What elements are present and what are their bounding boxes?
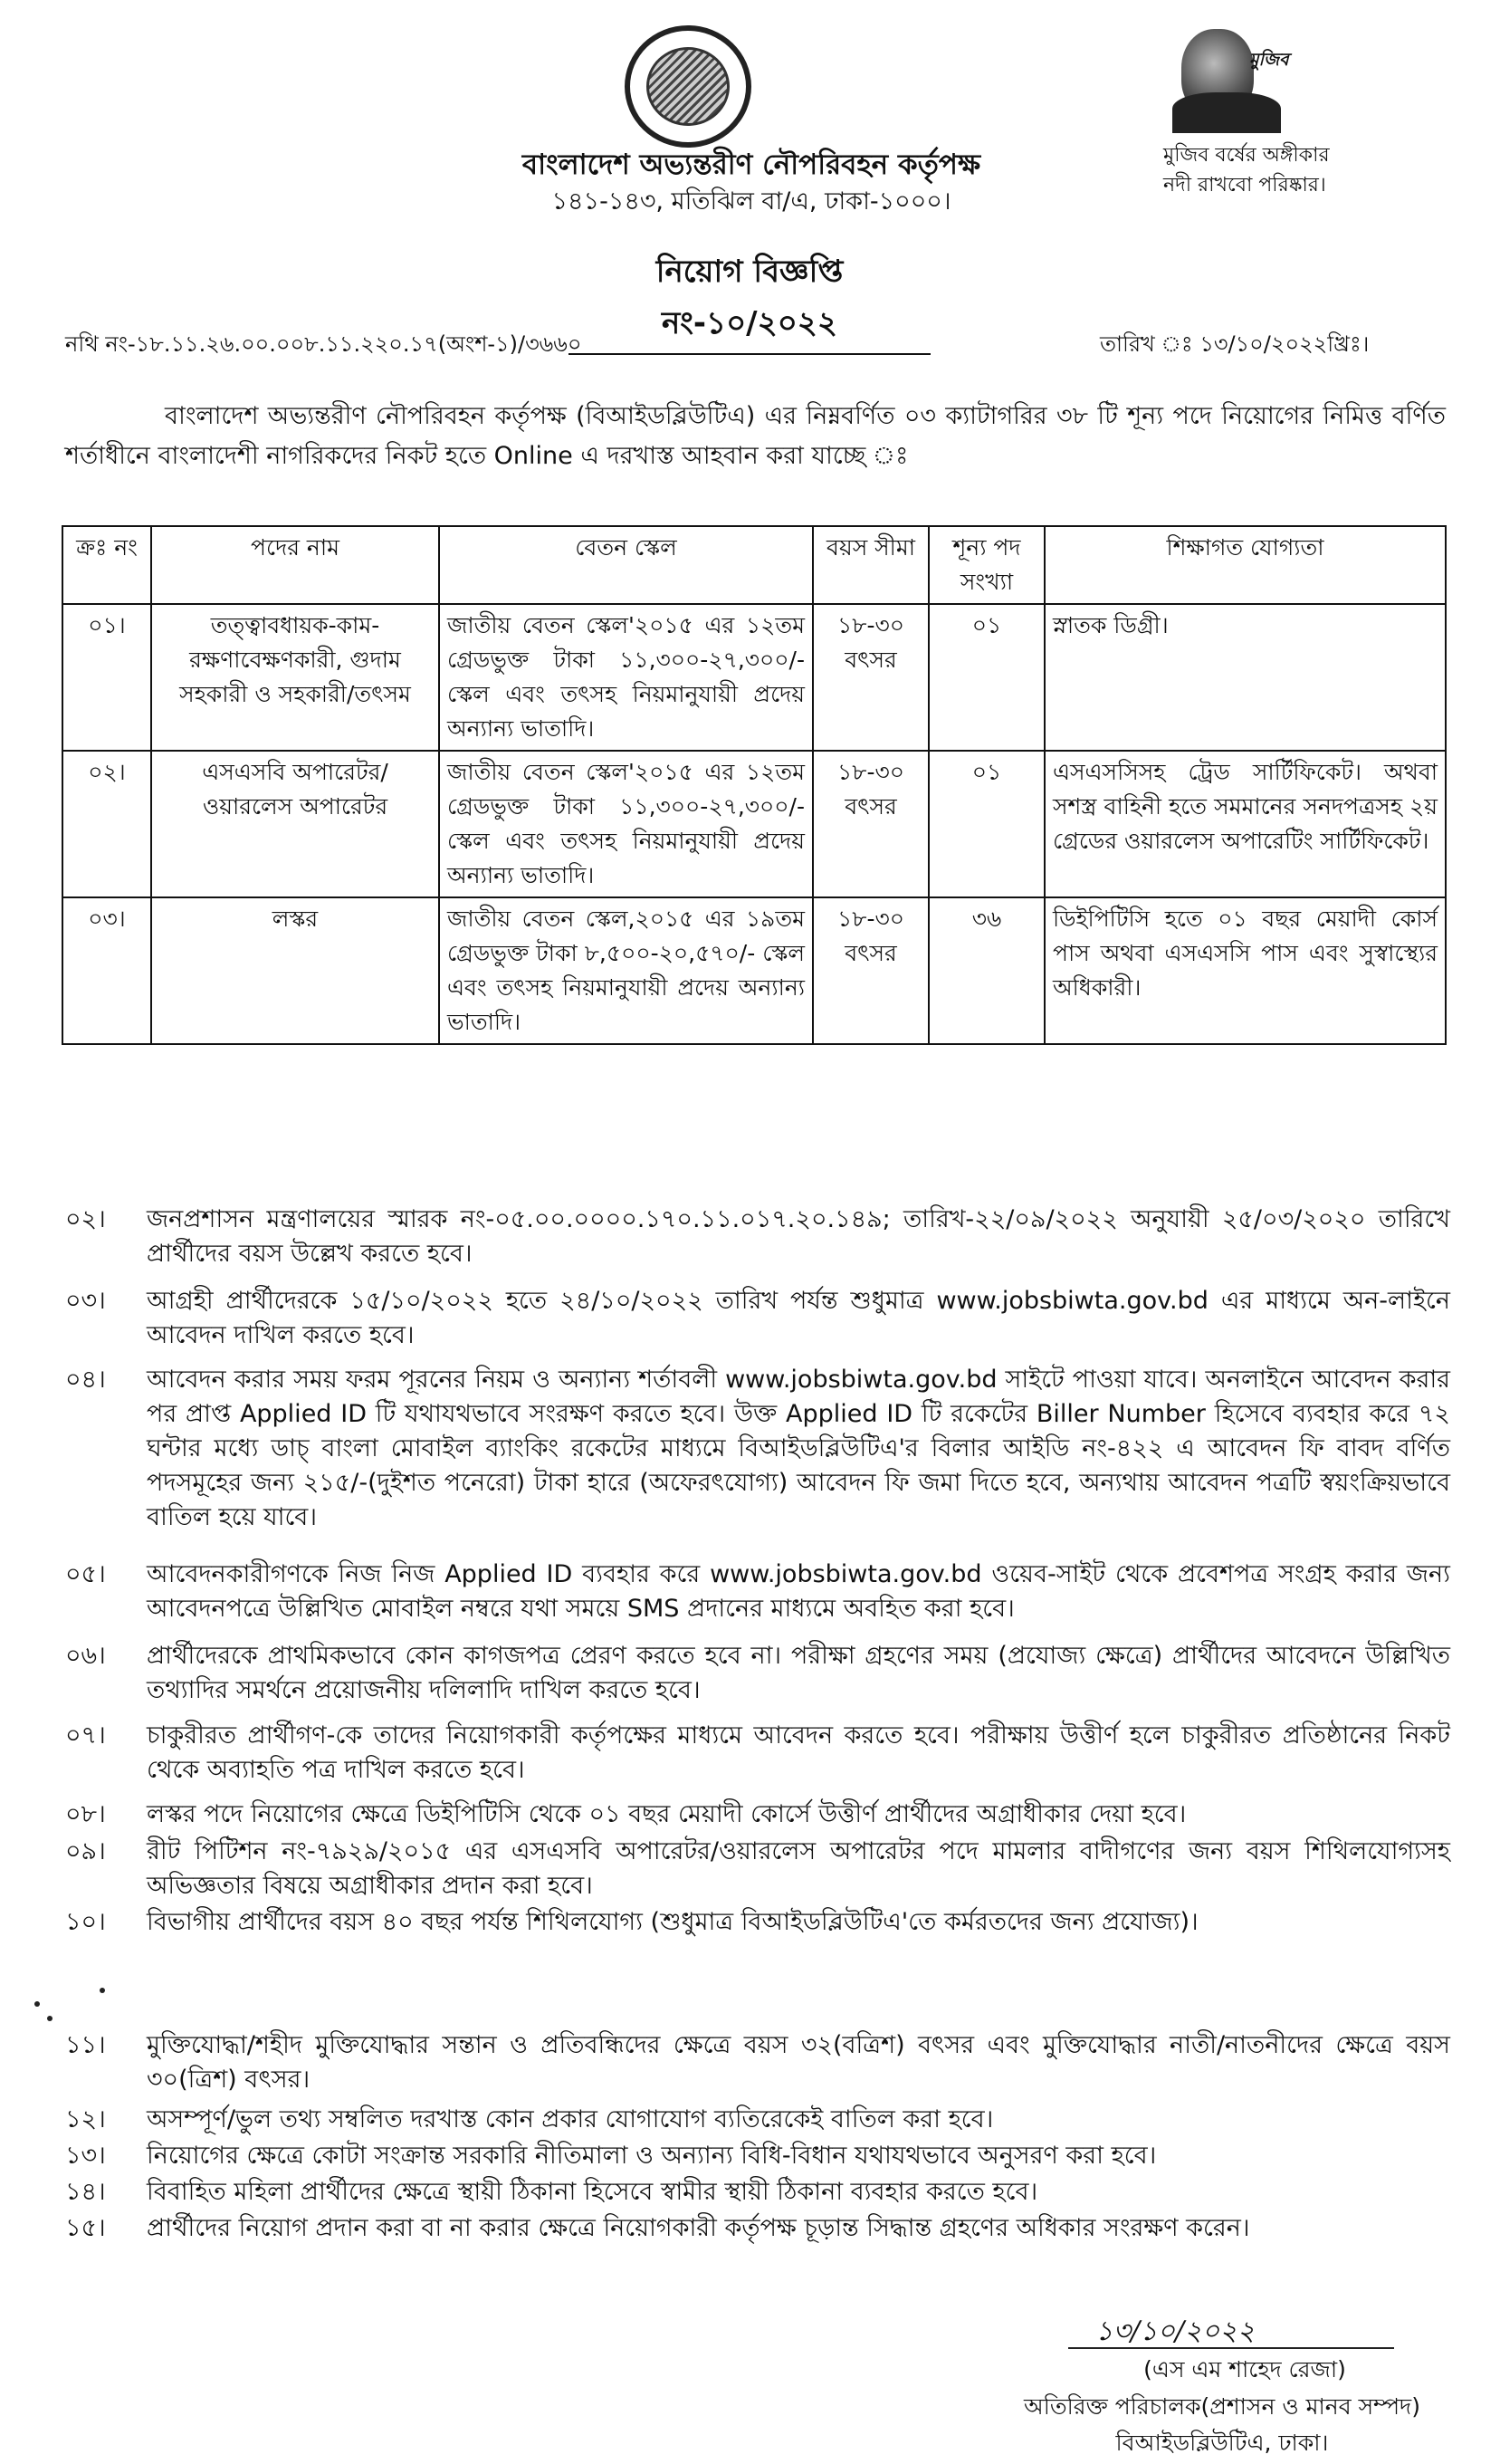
vacancy-table xyxy=(62,525,1447,1045)
condition-text: অসম্পূর্ণ/ভুল তথ্য সম্বলিত দরখাস্ত কোন প্রকার যোগাযোগ ব্যতিরেকেই বাতিল করা হবে। xyxy=(147,2105,994,2133)
row-age-limit: ১৮-৩০ বৎসর xyxy=(813,604,929,751)
organization-address: ১৪১-১৪৩, মতিঝিল বা/এ, ঢাকা-১০০০। xyxy=(551,187,951,216)
scan-speck xyxy=(100,1988,105,1993)
condition-number: ১৫। xyxy=(65,2214,106,2242)
header-post-name: পদের নাম xyxy=(151,526,439,604)
condition-text: মুক্তিযোদ্ধা/শহীদ মুক্তিযোদ্ধার সন্তান ও প্রতিবন্ধিদের ক্ষেত্রে বয়স ৩২(বত্রিশ) বৎসর এবং মুক্তিযোদ্ধার নাতী/নাতনীদের ক্ষেত্রে বয়স ৩০(ত্রিশ) বৎসর। xyxy=(147,2031,1450,2094)
row-post-name: তত্ত্বাবধায়ক-কাম-রক্ষণাবেক্ষণকারী, গুদাম সহকারী ও সহকারী/তৎসম xyxy=(151,604,439,751)
table-header-row xyxy=(62,526,1446,604)
condition-item xyxy=(65,2103,1450,2137)
row-vacancy: ০১ xyxy=(929,751,1045,897)
row-serial: ০২। xyxy=(62,751,151,897)
condition-number: ১২। xyxy=(65,2105,106,2133)
condition-text: চাকুরীরত প্রার্থীগণ-কে তাদের নিয়োগকারী কর্তৃপক্ষের মাধ্যমে আবেদন করতে হবে। পরীক্ষায় উত্তীর্ণ হলে চাকুরীরত প্রতিষ্ঠানের নিকট থেকে অব্যাহতি পত্র দাখিল করতে হবে। xyxy=(147,1721,1450,1784)
condition-number: ০৬। xyxy=(65,1642,106,1670)
condition-item xyxy=(65,1798,1450,1832)
condition-number: ১৩। xyxy=(65,2142,106,2170)
condition-item xyxy=(65,1905,1450,1940)
mujib-portrait-logo xyxy=(1172,20,1317,133)
motto-line-1: মুজিব বর্ষের অঙ্গীকার xyxy=(1163,144,1330,167)
mujib-signature-mark: মুজিব xyxy=(1249,50,1289,70)
condition-item xyxy=(65,2175,1450,2210)
condition-number: ০৮। xyxy=(65,1800,106,1828)
row-age-limit: ১৮-৩০ বৎসর xyxy=(813,751,929,897)
handwritten-signature: ১৩/১০/২০২২ xyxy=(1095,2315,1256,2347)
row-post-name: লস্কর xyxy=(151,897,439,1044)
condition-number: ০২। xyxy=(65,1205,106,1233)
condition-text: আগ্রহী প্রার্থীদেরকে ১৫/১০/২০২২ হতে ২৪/১০/২০২২ তারিখ পর্যন্ত শুধুমাত্র www.jobsbiwta.gov.bd এর মাধ্যমে অন-লাইনে আবেদন দাখিল করতে হবে। xyxy=(147,1287,1450,1349)
condition-number: ০৭। xyxy=(65,1721,106,1750)
signatory-office: বিআইডব্লিউটিএ, ঢাকা। xyxy=(1115,2430,1329,2456)
condition-number: ০৪। xyxy=(65,1366,106,1394)
condition-number: ০৯। xyxy=(65,1837,106,1865)
condition-text: প্রার্থীদের নিয়োগ প্রদান করা বা না করার ক্ষেত্রে নিয়োগকারী কর্তৃপক্ষ চূড়ান্ত সিদ্ধান্ত গ্রহণের অধিকার সংরক্ষণ করেন। xyxy=(147,2214,1250,2242)
scan-speck xyxy=(34,2001,40,2007)
condition-number: ১৪। xyxy=(65,2178,106,2206)
table-row xyxy=(62,751,1446,897)
ship-emblem-icon xyxy=(646,47,730,126)
condition-number: ০৩। xyxy=(65,1287,106,1315)
condition-item xyxy=(65,1835,1450,1903)
condition-text: জনপ্রশাসন মন্ত্রণালয়ের স্মারক নং-০৫.০০.০০০০.১৭০.১১.০১৭.২০.১৪৯; তারিখ-২২/০৯/২০২২ অনুযায়ী ২৫/০৩/২০২০ তারিখে প্রার্থীদের বয়স উল্লেখ করতে হবে। xyxy=(147,1205,1450,1268)
mujib-year-motto xyxy=(1163,140,1381,200)
intro-paragraph: বাংলাদেশ অভ্যন্তরীণ নৌপরিবহন কর্তৃপক্ষ (বিআইডব্লিউটিএ) এর নিম্নবর্ণিত ০৩ ক্যাটাগরির ৩৮ টি শূন্য পদে নিয়োগের নিমিত্ত বর্ণিত শর্তাধীনে বাংলাদেশী নাগরিকদের নিকট হতে Online এ দরখাস্ত আহবান করা যাচ্ছে ঃ xyxy=(65,402,1446,470)
row-vacancy: ০১ xyxy=(929,604,1045,751)
condition-text: রীট পিটিশন নং-৭৯২৯/২০১৫ এর এসএসবি অপারেটর/ওয়ারলেস অপারেটর পদে মামলার বাদীগণের জন্য বয়স শিথিলযোগ্যসহ অভিজ্ঞতার বিষয়ে অগ্রাধীকার প্রদান করা হবে। xyxy=(147,1837,1450,1900)
organization-name: বাংলাদেশ অভ্যন্তরীণ নৌপরিবহন কর্তৃপক্ষ xyxy=(521,149,981,181)
row-pay-scale: জাতীয় বেতন স্কেল,২০১৫ এর ১৯তম গ্রেডভুক্ত টাকা ৮,৫০০-২০,৫৭০/- স্কেল এবং তৎসহ নিয়মানুযায়ী প্রদেয় অন্যান্য ভাতাদি। xyxy=(439,897,813,1044)
notice-date: তারিখ ঃ ১৩/১০/২০২২খ্রিঃ। xyxy=(1100,331,1370,357)
condition-item xyxy=(65,2028,1450,2097)
condition-number: ১১। xyxy=(65,2031,106,2059)
row-pay-scale: জাতীয় বেতন স্কেল'২০১৫ এর ১২তম গ্রেডভুক্ত টাকা ১১,৩০০-২৭,৩০০/- স্কেল এবং তৎসহ নিয়মানুযায়ী প্রদেয় অন্যান্য ভাতাদি। xyxy=(439,604,813,751)
header-education: শিক্ষাগত যোগ্যতা xyxy=(1045,526,1446,604)
table-row xyxy=(62,604,1446,751)
condition-item xyxy=(65,1363,1450,1535)
condition-item xyxy=(65,1203,1450,1271)
notice-title: নিয়োগ বিজ্ঞপ্তি নং-১০/২০২২ xyxy=(568,248,931,355)
signatory-name: (এস এম শাহেদ রেজা) xyxy=(1143,2356,1346,2383)
motto-line-2: নদী রাখবো পরিষ্কার। xyxy=(1163,174,1326,197)
condition-number: ১০। xyxy=(65,1908,106,1936)
condition-number: ০৫। xyxy=(65,1560,106,1588)
condition-text: নিয়োগের ক্ষেত্রে কোটা সংক্রান্ত সরকারি নীতিমালা ও অন্যান্য বিধি-বিধান যথাযথভাবে অনুসরণ করা হবে। xyxy=(147,2142,1157,2170)
header-serial: ক্রঃ নং xyxy=(62,526,151,604)
condition-item xyxy=(65,2139,1450,2173)
condition-text: আবেদনকারীগণকে নিজ নিজ Applied ID ব্যবহার করে www.jobsbiwta.gov.bd ওয়েব-সাইট থেকে প্রবেশপত্র সংগ্রহ করার জন্য আবেদনপত্রে উল্লিখিত মোবাইল নম্বরে যথা সময়ে SMS প্রদানের মাধ্যমে অবহিত করা হবে। xyxy=(147,1560,1450,1623)
condition-item xyxy=(65,1284,1450,1353)
row-serial: ০৩। xyxy=(62,897,151,1044)
reference-number: নথি নং-১৮.১১.২৬.০০.০০৮.১১.২২০.১৭(অংশ-১)/৩৬৬০ xyxy=(65,331,582,357)
condition-item xyxy=(65,1558,1450,1626)
row-serial: ০১। xyxy=(62,604,151,751)
table-row xyxy=(62,897,1446,1044)
row-post-name: এসএসবি অপারেটর/ ওয়ারলেস অপারেটর xyxy=(151,751,439,897)
header-pay-scale: বেতন স্কেল xyxy=(439,526,813,604)
row-education: স্নাতক ডিগ্রী। xyxy=(1045,604,1446,751)
condition-text: বিবাহিত মহিলা প্রার্থীদের ক্ষেত্রে স্থায়ী ঠিকানা হিসেবে স্বামীর স্থায়ী ঠিকানা ব্যবহার করতে হবে। xyxy=(147,2178,1038,2206)
condition-text: লস্কর পদে নিয়োগের ক্ষেত্রে ডিইপিটিসি থেকে ০১ বছর মেয়াদী কোর্সে উত্তীর্ণ প্রার্থীদের অগ্রাধীকার দেয়া হবে। xyxy=(147,1800,1187,1828)
header-age-limit: বয়স সীমা xyxy=(813,526,929,604)
condition-item xyxy=(65,1639,1450,1708)
condition-text: আবেদন করার সময় ফরম পূরনের নিয়ম ও অন্যান্য শর্তাবলী www.jobsbiwta.gov.bd সাইটে পাওয়া যাবে। অনলাইনে আবেদন করার পর প্রাপ্ত Applied ID টি যথাযথভাবে সংরক্ষণ করতে হবে। উক্ত Applied ID টি রকেটের Biller Number হিসেবে ব্যবহার করে ৭২ ঘন্টার মধ্যে ডাচ্ বাংলা মোবাইল ব্যাংকিং রকেটের মাধ্যমে বিআইডব্লিউটিএ'র বিলার আইডি নং-৪২২ এ আবেদন ফি বাবদ বর্ণিত পদসমূহের জন্য ২১৫/-(দুইশত পনেরো) টাকা হারে (অফেরৎযোগ্য) আবেদন ফি জমা দিতে হবে, অন্যথায় আবেদন পত্রটি স্বয়ংক্রিয়ভাবে বাতিল হয়ে যাবে। xyxy=(147,1366,1450,1531)
row-pay-scale: জাতীয় বেতন স্কেল'২০১৫ এর ১২তম গ্রেডভুক্ত টাকা ১১,৩০০-২৭,৩০০/- স্কেল এবং তৎসহ নিয়মানুযায়ী প্রদেয় অন্যান্য ভাতাদি। xyxy=(439,751,813,897)
signature-underline xyxy=(1068,2347,1394,2349)
row-education: এসএসসিসহ ট্রেড সার্টিফিকেট। অথবা সশস্ত্র বাহিনী হতে সমমানের সনদপত্রসহ ২য় গ্রেডের ওয়ারলেস অপারেটিং সার্টিফিকেট। xyxy=(1045,751,1446,897)
portrait-body xyxy=(1172,92,1281,133)
condition-item xyxy=(65,2211,1450,2246)
signatory-designation: অতিরিক্ত পরিচালক(প্রশাসন ও মানব সম্পদ) xyxy=(1024,2393,1420,2420)
condition-text: বিভাগীয় প্রার্থীদের বয়স ৪০ বছর পর্যন্ত শিথিলযোগ্য (শুধুমাত্র বিআইডব্লিউটিএ'তে কর্মরতদের জন্য প্রযোজ্য)। xyxy=(147,1908,1199,1936)
row-education: ডিইপিটিসি হতে ০১ বছর মেয়াদী কোর্স পাস অথবা এসএসসি পাস এবং সুস্বাস্থ্যের অধিকারী। xyxy=(1045,897,1446,1044)
row-age-limit: ১৮-৩০ বৎসর xyxy=(813,897,929,1044)
condition-text: প্রার্থীদেরকে প্রাথমিকভাবে কোন কাগজপত্র প্রেরণ করতে হবে না। পরীক্ষা গ্রহণের সময় (প্রযোজ্য ক্ষেত্রে) প্রার্থীদের আবেদনে উল্লিখিত তথ্যাদির সমর্থনে প্রয়োজনীয় দলিলাদি দাখিল করতে হবে। xyxy=(147,1642,1450,1704)
scan-speck xyxy=(47,2016,53,2021)
header-vacancy: শূন্য পদ সংখ্যা xyxy=(929,526,1045,604)
row-vacancy: ৩৬ xyxy=(929,897,1045,1044)
condition-item xyxy=(65,1719,1450,1788)
biwta-seal-logo xyxy=(625,25,751,148)
